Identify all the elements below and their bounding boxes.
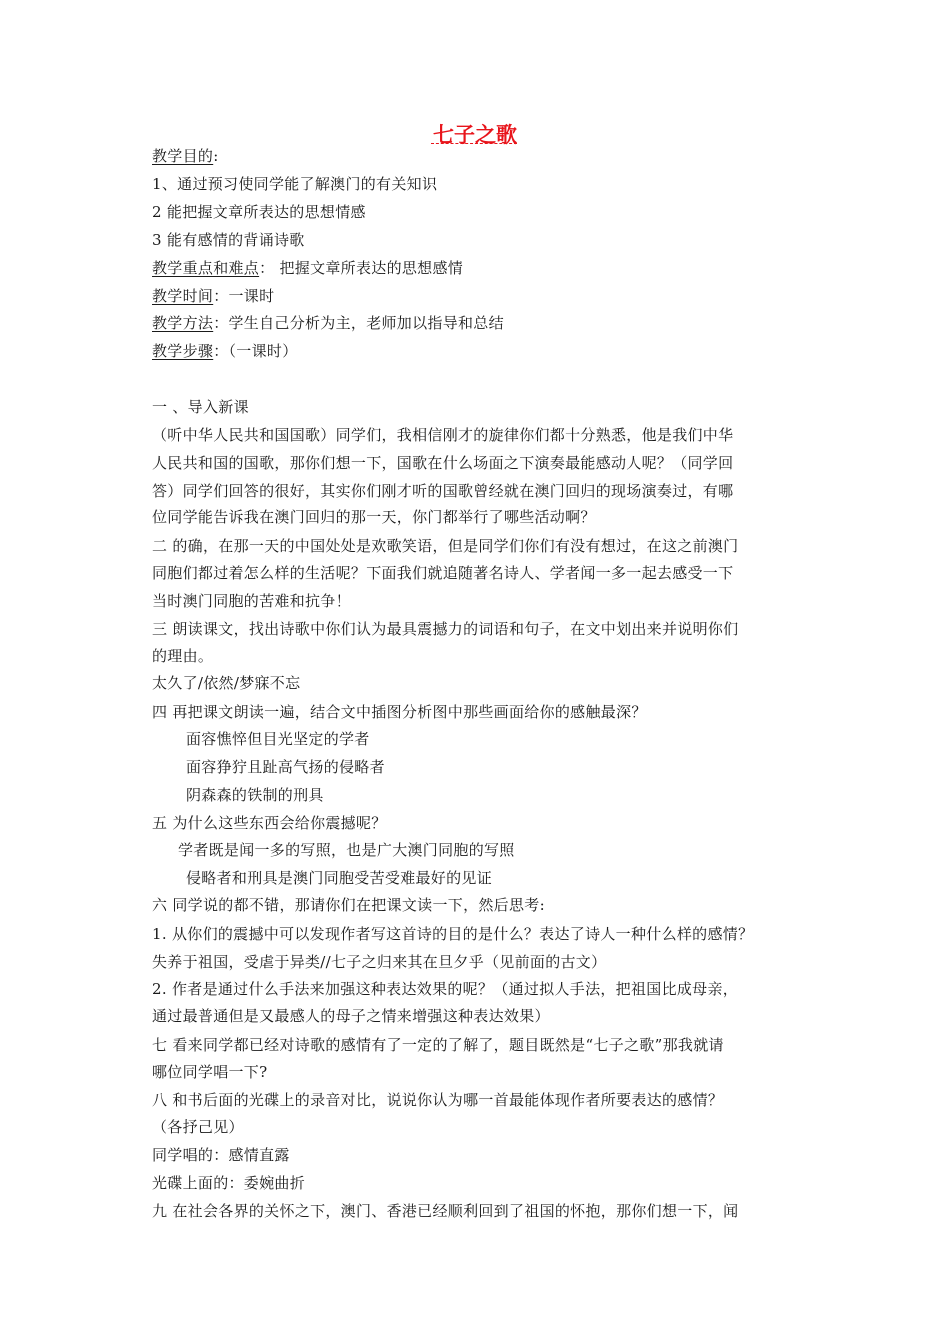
body-line: 同胞们都过着怎么样的生活呢？下面我们就追随著名诗人、学者闻一多一起去感受一下 bbox=[152, 564, 734, 582]
objectives-heading bbox=[152, 146, 219, 166]
body-line: 光碟上面的：委婉曲折 bbox=[152, 1174, 306, 1192]
body-line: 六 同学说的都不错，那请你们在把课文读一下，然后思考: bbox=[152, 896, 545, 914]
body-line: 五 为什么这些东西会给你震撼呢？ bbox=[152, 814, 387, 832]
body-line: 人民共和国的国歌，那你们想一下，国歌在什么场面之下演奏最能感动人呢？（同学回 bbox=[152, 454, 734, 472]
time-label: 教学时间 bbox=[152, 287, 214, 305]
title-underline bbox=[431, 143, 517, 144]
steps-value: ：（一课时） bbox=[213, 342, 298, 360]
body-line: 面容憔悴但目光坚定的学者 bbox=[186, 730, 370, 748]
body-line: 八 和书后面的光碟上的录音对比，说说你认为哪一首最能体现作者所要表达的感情？ bbox=[152, 1091, 724, 1109]
body-line: 四 再把课文朗读一遍，结合文中插图分析图中那些画面给你的感触最深？ bbox=[152, 703, 647, 721]
focus-value: ： 把握文章所表达的思想感情 bbox=[259, 259, 464, 277]
body-line: 一 、导入新课 bbox=[152, 398, 249, 416]
body-line: 侵略者和刑具是澳门同胞受苦受难最好的见证 bbox=[186, 869, 493, 887]
objective-line: 3 能有感情的背诵诗歌 bbox=[152, 231, 305, 249]
body-line: 答）同学们回答的很好，其实你们刚才听的国歌曾经就在澳门回归的现场演奏过，有哪 bbox=[152, 482, 734, 500]
document-title: 七子之歌 bbox=[433, 123, 517, 147]
objective-line: 2 能把握文章所表达的思想情感 bbox=[152, 203, 366, 221]
steps-label: 教学步骤 bbox=[152, 342, 214, 360]
body-line: 同学唱的：感情直露 bbox=[152, 1146, 290, 1164]
body-line: 2. 作者是通过什么手法来加强这种表达效果的呢？（通过拟人手法，把祖国比成母亲， bbox=[152, 980, 739, 998]
body-line: 三 朗读课文，找出诗歌中你们认为最具震撼力的词语和句子，在文中划出来并说明你们 bbox=[152, 620, 739, 638]
focus-line bbox=[152, 258, 463, 278]
objectives-label: 教学目的 bbox=[152, 147, 214, 165]
method-line bbox=[152, 313, 504, 333]
steps-line bbox=[152, 341, 298, 361]
body-line: （各抒己见） bbox=[152, 1118, 244, 1136]
method-value: ：学生自己分析为主，老师加以指导和总结 bbox=[213, 314, 504, 332]
method-label: 教学方法 bbox=[152, 314, 214, 332]
body-line: 学者既是闻一多的写照，也是广大澳门同胞的写照 bbox=[178, 841, 515, 859]
body-line: 的理由。 bbox=[152, 647, 214, 665]
body-line: （听中华人民共和国国歌）同学们，我相信刚才的旋律你们都十分熟悉，他是我们中华 bbox=[152, 426, 734, 444]
body-line: 阴森森的铁制的刑具 bbox=[186, 786, 324, 804]
body-line: 当时澳门同胞的苦难和抗争！ bbox=[152, 592, 351, 610]
body-line: 位同学能告诉我在澳门回归的那一天，你门都举行了哪些活动啊？ bbox=[152, 508, 596, 526]
objective-line: 1、通过预习使同学能了解澳门的有关知识 bbox=[152, 175, 438, 193]
objectives-colon: : bbox=[213, 147, 219, 165]
focus-label: 教学重点和难点 bbox=[152, 259, 260, 277]
body-line: 二 的确，在那一天的中国处处是欢歌笑语，但是同学们你们有没有想过，在这之前澳门 bbox=[152, 537, 739, 555]
body-line: 面容狰狞且趾高气扬的侵略者 bbox=[186, 758, 385, 776]
body-line: 通过最普通但是又最感人的母子之情来增强这种表达效果） bbox=[152, 1007, 550, 1025]
body-line: 哪位同学唱一下? bbox=[152, 1063, 268, 1081]
body-line: 九 在社会各界的关怀之下，澳门、香港已经顺利回到了祖国的怀抱，那你们想一下，闻 bbox=[152, 1202, 739, 1220]
body-line: 1. 从你们的震撼中可以发现作者写这首诗的目的是什么？表达了诗人一种什么样的感情？ bbox=[152, 925, 754, 943]
body-line: 七 看来同学都已经对诗歌的感情有了一定的了解了，题目既然是“七子之歌”那我就请 bbox=[152, 1036, 724, 1054]
time-line bbox=[152, 286, 274, 306]
body-line: 太久了/依然/梦寐不忘 bbox=[152, 674, 301, 692]
body-line: 失养于祖国，受虐于异类//七子之归来其在旦夕乎（见前面的古文） bbox=[152, 953, 607, 971]
time-value: ：一课时 bbox=[213, 287, 275, 305]
